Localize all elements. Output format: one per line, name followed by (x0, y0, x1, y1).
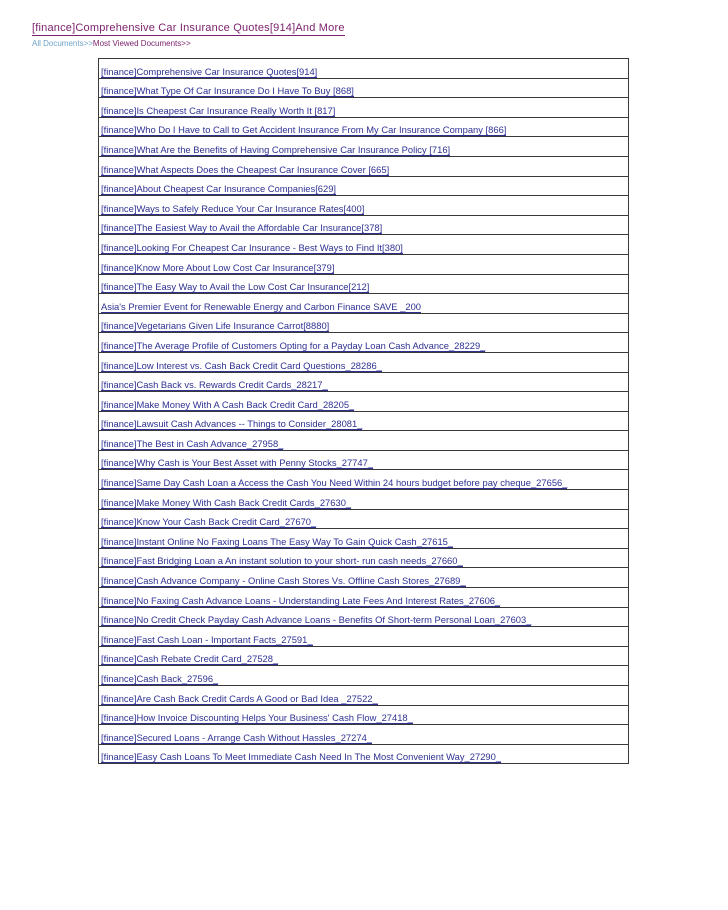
document-link[interactable]: [finance]No Credit Check Payday Cash Advance Loans - Benefits Of Short-term Personal Loan_27603_ (101, 614, 532, 626)
document-row (99, 529, 629, 549)
document-cell (99, 274, 629, 294)
document-row (99, 372, 629, 392)
document-cell (99, 725, 629, 745)
document-cell (99, 705, 629, 725)
document-link[interactable]: [finance]How Invoice Discounting Helps Your Business' Cash Flow_27418_ (101, 712, 413, 724)
document-row (99, 588, 629, 608)
document-row (99, 215, 629, 235)
document-cell (99, 117, 629, 137)
document-link[interactable]: [finance]Fast Cash Loan - Important Facts_27591_ (101, 633, 313, 645)
document-row (99, 254, 629, 274)
document-cell (99, 392, 629, 412)
document-link[interactable]: [finance]Same Day Cash Loan a Access the Cash You Need Within 24 hours budget before pay cheque_27656_ (101, 477, 568, 489)
document-link[interactable]: [finance]Cash Back_27596_ (101, 673, 219, 684)
document-cell (99, 686, 629, 706)
document-link[interactable]: [finance]Know Your Cash Back Credit Card_27670_ (101, 516, 317, 528)
breadcrumb-most-viewed-link[interactable]: Most Viewed Documents (92, 39, 182, 48)
document-cell (99, 666, 629, 686)
document-cell (99, 59, 629, 79)
page-title: [finance]Comprehensive Car Insurance Quotes[914]And More (32, 22, 345, 34)
document-cell (99, 450, 629, 470)
breadcrumb-trailing-separator: >> (181, 39, 191, 48)
document-row (99, 352, 629, 372)
document-cell (99, 431, 629, 451)
document-link[interactable]: [finance]Easy Cash Loans To Meet Immediate Cash Need In The Most Convenient Way_27290_ (101, 751, 502, 763)
document-cell (99, 196, 629, 216)
document-link[interactable]: [finance]Vegetarians Given Life Insurance Carrot[8880] (101, 320, 330, 332)
document-link[interactable]: [finance]Make Money With A Cash Back Credit Card_28205_ (101, 398, 355, 410)
document-row (99, 705, 629, 725)
document-row (99, 392, 629, 412)
document-row (99, 176, 629, 196)
document-cell (99, 372, 629, 392)
document-link[interactable]: [finance]Cash Advance Company - Online Cash Stores Vs. Offline Cash Stores_27689_ (101, 575, 466, 587)
document-cell (99, 352, 629, 372)
document-cell (99, 254, 629, 274)
document-row (99, 450, 629, 470)
document-link[interactable]: [finance]Looking For Cheapest Car Insurance - Best Ways to Find It[380] (101, 241, 403, 253)
document-link[interactable]: [finance]What Are the Benefits of Having Comprehensive Car Insurance Policy [716] (101, 143, 451, 155)
document-cell (99, 313, 629, 333)
document-row (99, 274, 629, 294)
document-row (99, 98, 629, 118)
document-cell (99, 607, 629, 627)
document-row (99, 235, 629, 255)
document-cell (99, 548, 629, 568)
document-row (99, 627, 629, 647)
document-link[interactable]: [finance]Cash Back vs. Rewards Credit Cards_28217_ (101, 379, 328, 391)
document-cell (99, 568, 629, 588)
document-list-table (98, 58, 629, 764)
document-link[interactable]: [finance]Is Cheapest Car Insurance Really Worth It [817] (101, 104, 336, 116)
document-row (99, 137, 629, 157)
document-link[interactable]: [finance]Make Money With Cash Back Credit Cards_27630_ (101, 496, 352, 508)
document-cell (99, 490, 629, 510)
document-link[interactable]: [finance]What Type Of Car Insurance Do I Have To Buy [868] (101, 85, 354, 97)
document-cell (99, 333, 629, 353)
document-link[interactable]: [finance]Instant Online No Faxing Loans The Easy Way To Gain Quick Cash_27615_ (101, 535, 454, 547)
document-row (99, 196, 629, 216)
document-row (99, 294, 629, 314)
document-link[interactable]: [finance]Are Cash Back Credit Cards A Good or Bad Idea _27522_ (101, 692, 378, 704)
document-cell (99, 156, 629, 176)
document-link[interactable]: [finance]Why Cash is Your Best Asset with Penny Stocks_27747_ (101, 457, 374, 469)
document-cell (99, 235, 629, 255)
document-row (99, 568, 629, 588)
document-list-body (99, 59, 629, 764)
document-row (99, 59, 629, 79)
document-cell (99, 646, 629, 666)
document-link[interactable]: [finance]Secured Loans - Arrange Cash Without Hassles_27274_ (101, 731, 372, 743)
document-cell (99, 588, 629, 608)
document-row (99, 666, 629, 686)
document-link[interactable]: [finance]Know More About Low Cost Car Insurance[379] (101, 261, 335, 273)
document-row (99, 78, 629, 98)
document-cell (99, 176, 629, 196)
document-row (99, 431, 629, 451)
document-cell (99, 215, 629, 235)
document-cell (99, 294, 629, 314)
document-row (99, 156, 629, 176)
document-row (99, 117, 629, 137)
breadcrumb-separator: >> (83, 39, 93, 48)
document-cell (99, 98, 629, 118)
document-cell (99, 744, 629, 764)
document-link[interactable]: [finance]Cash Rebate Credit Card_27528_ (101, 653, 279, 665)
document-link[interactable]: [finance]Who Do I Have to Call to Get Accident Insurance From My Car Insurance Company [866] (101, 124, 507, 136)
document-row (99, 725, 629, 745)
document-row (99, 646, 629, 666)
document-row (99, 686, 629, 706)
document-row (99, 411, 629, 431)
document-link[interactable]: [finance]About Cheapest Car Insurance Companies[629] (101, 183, 337, 195)
document-row (99, 548, 629, 568)
document-link[interactable]: [finance]The Average Profile of Customers Opting for a Payday Loan Cash Advance_28229_ (101, 339, 486, 351)
breadcrumb-all-documents-link[interactable]: All Documents (32, 39, 84, 48)
document-row (99, 333, 629, 353)
document-row (99, 607, 629, 627)
document-link[interactable]: [finance]Comprehensive Car Insurance Quotes[914] (101, 65, 318, 77)
document-link[interactable]: [finance]Ways to Safely Reduce Your Car Insurance Rates[400] (101, 202, 365, 214)
document-row (99, 744, 629, 764)
document-link[interactable]: [finance]What Aspects Does the Cheapest Car Insurance Cover [665] (101, 163, 390, 175)
document-cell (99, 627, 629, 647)
document-link[interactable]: [finance]Low Interest vs. Cash Back Credit Card Questions_28286_ (101, 359, 382, 371)
document-cell (99, 137, 629, 157)
document-link[interactable]: [finance]Fast Bridging Loan a An instant solution to your short- run cash needs_27660_ (101, 555, 463, 567)
document-row (99, 313, 629, 333)
document-link[interactable]: [finance]The Easy Way to Avail the Low Cost Car Insurance[212] (101, 281, 370, 293)
document-link[interactable]: [finance]No Faxing Cash Advance Loans - Understanding Late Fees And Interest Rates_27606_ (101, 594, 501, 606)
document-row (99, 509, 629, 529)
document-cell (99, 78, 629, 98)
document-cell (99, 470, 629, 490)
document-link[interactable]: Asia's Premier Event for Renewable Energy and Carbon Finance SAVE _200 (101, 300, 422, 312)
document-link[interactable]: [finance]The Best in Cash Advance_27958_ (101, 437, 284, 449)
document-row (99, 470, 629, 490)
document-cell (99, 509, 629, 529)
document-cell (99, 529, 629, 549)
document-link[interactable]: [finance]The Easiest Way to Avail the Affordable Car Insurance[378] (101, 222, 383, 234)
document-row (99, 490, 629, 510)
breadcrumb (32, 39, 191, 48)
document-link[interactable]: [finance]Lawsuit Cash Advances -- Things to Consider_28081_ (101, 418, 363, 430)
document-cell (99, 411, 629, 431)
